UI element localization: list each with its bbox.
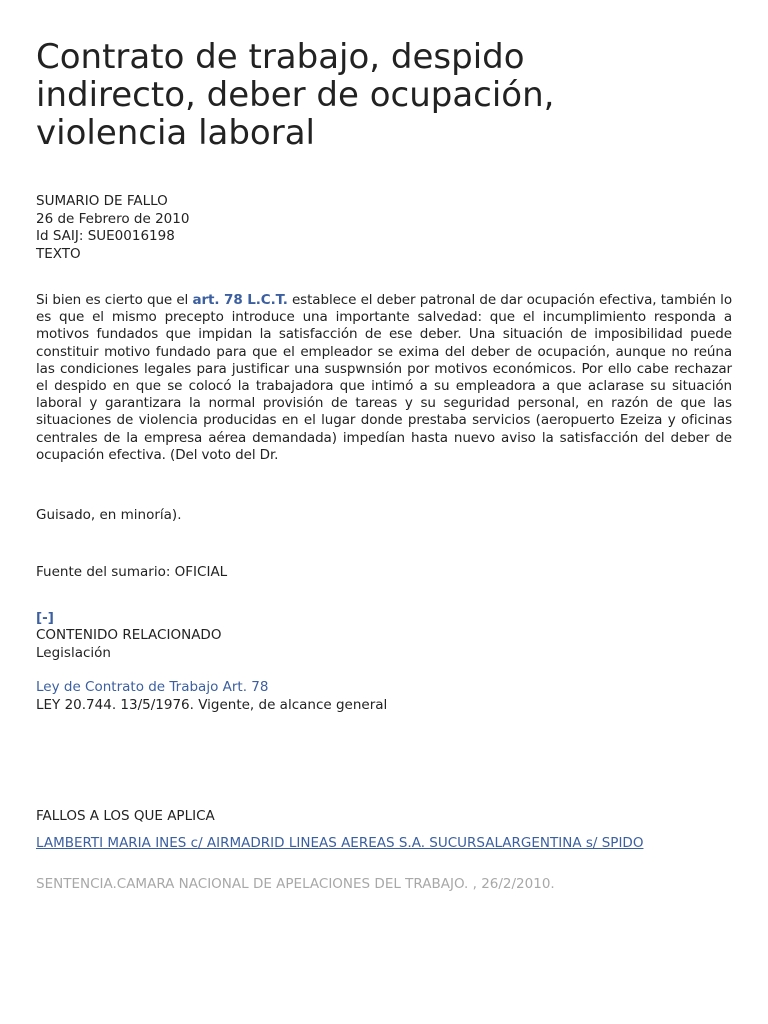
article-link[interactable]: art. 78 L.C.T. <box>192 292 288 308</box>
related-heading: CONTENIDO RELACIONADO <box>36 627 222 643</box>
summary-text-start: Si bien es cierto que el <box>36 292 193 308</box>
applies-heading: FALLOS A LOS QUE APLICA <box>36 808 215 824</box>
document-id: Id SAIJ: SUE0016198 <box>36 228 175 244</box>
document-type: SUMARIO DE FALLO <box>36 193 168 209</box>
section-label: TEXTO <box>36 245 81 262</box>
source-label: Fuente del sumario: OFICIAL <box>36 564 228 580</box>
summary-text <box>36 292 732 464</box>
document-date: 26 de Febrero de 2010 <box>36 210 190 227</box>
related-subheading: Legislación <box>36 645 111 661</box>
case-detail: SENTENCIA.CAMARA NACIONAL DE APELACIONES DEL TRABAJO. , 26/2/2010. <box>36 876 555 892</box>
law-detail: LEY 20.744. 13/5/1976. Vigente, de alcance general <box>36 697 388 713</box>
case-link[interactable]: LAMBERTI MARIA INES c/ AIRMADRID LINEAS AEREAS S.A. SUCURSALARGENTINA s/ SPIDO <box>36 835 644 851</box>
summary-text-rest: establece el deber patronal de dar ocupación efectiva, también lo es que el mismo precepto introduce una importante salvedad: que el incumplimiento responda a motivos fundados que impidan la satisfacción de ese deber. Una situación de imposibilidad puede constituir motivo fundado para que el empleador se exima del deber de ocupación, aunque no reúna las condiciones legales para justificar una suspwnsión por motivos económicos. Por ello cabe rechazar el despido en que se colocó la trabajadora que intimó a su empleadora a que aclarase su situación laboral y garantizara la normal provisión de tareas y su seguridad personal, en razón de que las situaciones de violencia producidas en el lugar donde prestaba servicios (aeropuerto Ezeiza y oficinas centrales de la empresa aérea demandada) impedían hasta nuevo aviso la satisfacción del deber de ocupación efectiva. (Del voto del Dr. <box>36 292 732 463</box>
summary-continuation: Guisado, en minoría). <box>36 507 182 523</box>
collapse-toggle[interactable]: [-] <box>36 610 54 626</box>
document-meta <box>36 193 189 263</box>
law-link[interactable]: Ley de Contrato de Trabajo Art. 78 <box>36 679 269 695</box>
page-title: Contrato de trabajo, despido indirecto, deber de ocupación, violencia laboral <box>36 37 555 153</box>
